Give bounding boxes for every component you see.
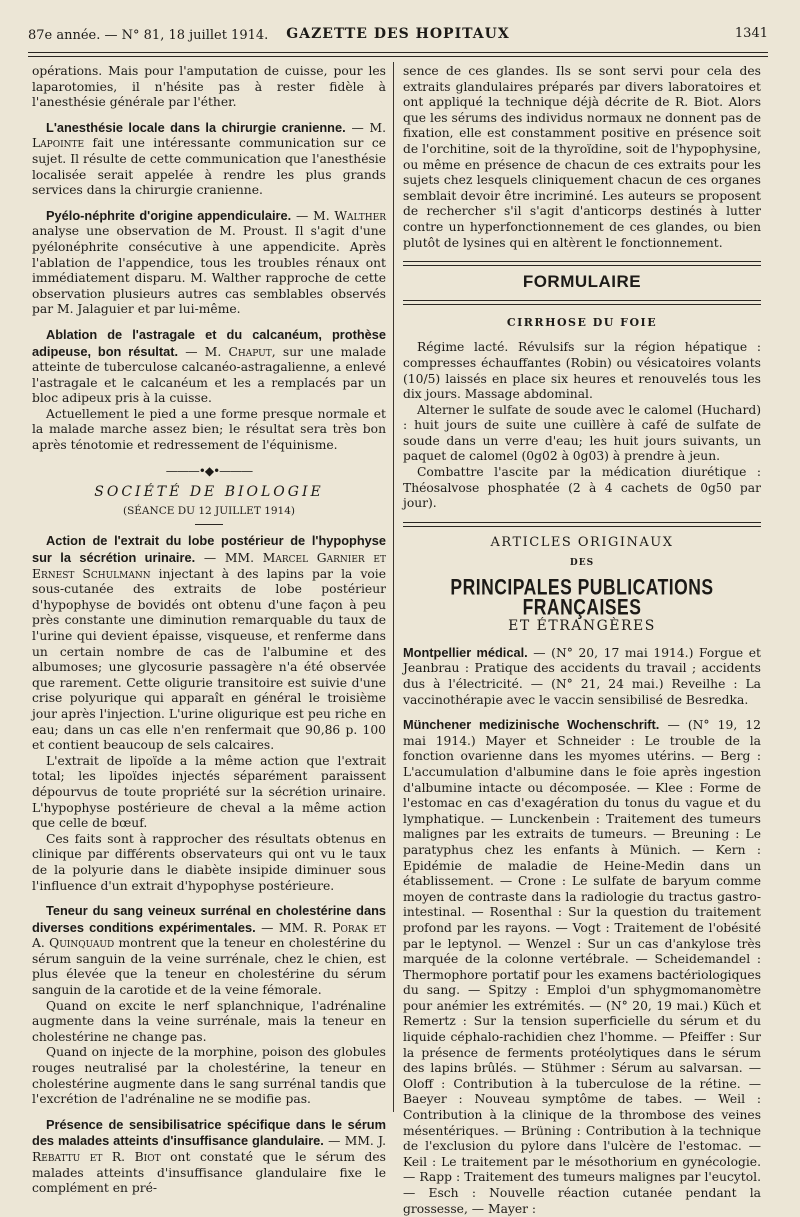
double-rule bbox=[403, 300, 761, 305]
article-text: montrent que la teneur en cholestérine du sérum sanguin de la veine surrénale, chez le chien, est plus élevée que la teneur en cholestérine du sérum sanguin de la carotide et de la veine fémorale. bbox=[32, 936, 386, 998]
article-text: analyse une observation de M. Proust. Il s'agit d'une pyélonéphrite consécutive à une appendicite. Après l'ablation de l'appendice, tous les troubles rénaux ont immédiatement disparu. M. Walther rapproche de cette observation plusieurs autres cas semblables observés par M. Jalaguier et par lui-même. bbox=[32, 224, 386, 317]
left-column bbox=[32, 64, 386, 1197]
paragraph: Quand on excite le nerf splanchnique, l'adrénaline augmente dans la veine surrénale, mais la teneur en cholestérine ne change pas. bbox=[32, 998, 386, 1044]
continued-paragraph: opérations. Mais pour l'amputation de cuisse, pour les laparotomies, il n'hésite pas à rester fidèle à l'anesthésie générale par l'éther. bbox=[32, 64, 386, 110]
right-column bbox=[403, 64, 761, 1217]
issue-info: 87e année. — N° 81, 18 juillet 1914. bbox=[28, 28, 269, 43]
article-title: Présence de sensibilisatrice spécifique dans le sérum des malades atteints d'insuffisance glandulaire. bbox=[32, 1116, 386, 1149]
article-author: M. Lapointe bbox=[32, 120, 387, 151]
article-pyelo: Pyélo-néphrite d'origine appendiculaire. — M. Walther analyse une observation de M. Proust. Il s'agit d'une pyélonéphrite consécutive à une appendicite. Après l'ablation de l'appendice, tous les troubles rénaux ont immédiatement disparu. M. Walther rapproche de cette observation plusieurs autres cas semblables observés par M. Jalaguier et par lui-même. bbox=[32, 207, 386, 317]
journal-name: Montpellier médical. bbox=[403, 644, 528, 660]
articles-des: DES bbox=[569, 558, 595, 569]
article-title: Teneur du sang veineux surrénal en cholestérine dans diverses conditions expérimentales. bbox=[32, 903, 386, 935]
article-author: MM. Marcel Garnier et Ernest Schulmann bbox=[32, 551, 386, 581]
formula-paragraph: Combattre l'ascite par la médication diurétique : Théosalvose phosphatée (2 à 4 cachets de 0g50 par jour). bbox=[403, 465, 761, 511]
formula-paragraph: Régime lacté. Révulsifs sur la région hépatique : compresses échauffantes (Robin) ou vésicatoires volants (10/5) laissés en place six heures et renouvelés tous les dix jours. Massage abdominal. bbox=[403, 340, 761, 402]
articles-main-title: PRINCIPALES PUBLICATIONS FRANÇAISES bbox=[450, 574, 714, 619]
header-rule bbox=[28, 52, 768, 57]
journal-title: GAZETTE DES HOPITAUX bbox=[286, 26, 510, 42]
section-session: (SÉANCE DU 12 JUILLET 1914) bbox=[122, 504, 296, 517]
article-title: Pyélo-néphrite d'origine appendiculaire. bbox=[46, 207, 292, 223]
article-author: MM. J. Rebattu et R. Biot bbox=[32, 1134, 386, 1164]
section-title: SOCIÉTÉ DE BIOLOGIE bbox=[94, 484, 324, 501]
column-rule bbox=[393, 62, 394, 1112]
review-munchener bbox=[403, 717, 761, 1217]
article-title: L'anesthésie locale dans la chirurgie cranienne. bbox=[46, 119, 346, 135]
article-cholesterine: Teneur du sang veineux surrénal en cholestérine dans diverses conditions expérimentales. — MM. R. Porak et A. Quinquaud montrent que la teneur en cholestérine du sérum sanguin de la veine surrénale, chez le chien, est plus élevée que la teneur en cholestérine du sérum sanguin de la carotide et de la veine fémorale. bbox=[32, 903, 386, 998]
paragraph: Actuellement le pied a une forme presque normale et la malade marche assez bien; le résultat sera très bon après ténotomie et redressement de l'équinisme. bbox=[32, 406, 386, 453]
double-rule bbox=[403, 522, 761, 527]
formula-paragraph: Alterner le sulfate de soude avec le calomel (Huchard) : huit jours de suite une cuillère à café de sulfate de soude dans un verre d'eau; les huit jours suivants, un paquet de calomel (0g02 à 0g03) à prendre à jeun. bbox=[403, 402, 761, 464]
article-text: injectant à des lapins par la voie sous-cutanée des extraits de lobe postérieur d'hypophyse de bovidés ont obtenu d'une façon à peu près constante une diminution remarquable du taux de l'urine qui devient épaisse, visqueuse, et renferme dans un certain nombre de cas de l'albumine et des albumoses; une glycosurie passagère n'a été observée que rarement. Cette oligurie transitoire est suivie d'une crise polyurique qui apparaît en général le troisième jour après l'injection. L'urine oligurique est peu riche en eau; dans un cas elle n'en renfermait que 90,86 p. 100 et contient beaucoup de sels calcaires. bbox=[32, 566, 386, 753]
article-hypophyse: Action de l'extrait du lobe postérieur de l'hypophyse sur la sécrétion urinaire. — MM. Marcel Garnier et Ernest Schulmann injectant à des lapins par la voie sous-cutanée des extraits de lobe postérieur d'hypophyse de bovidés ont obtenu d'une façon à peu près constante une diminution remarquable du taux de l'urine qui devient épaisse, visqueuse, et renferme dans un certain nombre de cas de l'albumine et des albumoses; une glycosurie passagère n'a été observée que rarement. Cette oligurie transitoire est suivie d'une crise polyurique qui apparaît en général le troisième jour après l'injection. L'urine oligurique est peu riche en eau; dans un cas elle n'en renfermait que 90,86 p. 100 et contient beaucoup de sels calcaires. bbox=[32, 533, 386, 753]
journal-name: Münchener medizinische Wochenschrift. bbox=[403, 717, 660, 733]
article-title: Ablation de l'astragale et du calcanéum, prothèse adipeuse, bon résultat. bbox=[32, 326, 386, 359]
review-text: — (N° 19, 12 mai 1914.) Mayer et Schneider : Le trouble de la fonction ovarienne dans les myomes utérins. — Berg : L'accumulation d'albumine dans le foie après ingestion d'albumine intacte ou décomposée. — Klee : Forme de l'estomac en cas d'exagération du tonus du vague et du lymphatique. — Lunckenbein : Traitement des tumeurs malignes par les extraits de tumeurs. — Breuning : Le paratyphus chez les enfants à Münich. — Kern : Epidémie de maladie de Heine-Medin dans un établissement. — Crone : Le sulfate de baryum comme moyen de contraste dans la radiologie du tractus gastro-intestinal. — Rosenthal : Sur la question du traitement profond par les rayons. — Vogt : Traitement de l'obésité par le leptynol. — Wenzel : Sur un cas d'ankylose très marquée de la colonne vertébrale. — Scheidemandel : Thermophore portatif pour les examens bactériologiques du sang. — Spitzy : Emploi d'un sphygmomanomètre pour anémier les extrémités. — (N° 20, 19 mai.) Küch et Remertz : Sur la tension superficielle du sérum et du liquide céphalo-rachidien chez l'homme. — Pfeiffer : Sur la présence de ferments protéolytiques dans le sérum des lapins brûlés. — Stühmer : Sérum au salvarsan. — Oloff : Contribution à la tuberculose de la rétine. — Baeyer : Nouveau symptôme de tabes. — Weil : Contribution à la clinique de la thrombose des veines mésentériques. — Brüning : Contribution à la technique de l'exclusion du pylore dans l'ulcère de l'estomac. — Keil : Le traitement par le mésothorium en gynécologie. — Rapp : Traitement des tumeurs malignes par l'eucytol. — Esch : Nouvelle réaction cutanée pendant la grossesse, — Mayer : bbox=[403, 718, 761, 1216]
paragraph: Ces faits sont à rapprocher des résultats obtenus en clinique par différents observateurs qui ont vu le taux de la polyurie dans le diabète insipide diminuer sous l'influence d'un extrait d'hypophyse postérieure. bbox=[32, 831, 386, 893]
article-sensibilisatrice: Présence de sensibilisatrice spécifique dans le sérum des malades atteints d'insuffisance glandulaire. — MM. J. Rebattu et R. Biot ont constaté que le sérum des malades atteints d'insuffisance glandulaire fixe le complément en pré- bbox=[32, 1116, 386, 1196]
article-anesthesie: L'anesthésie locale dans la chirurgie cranienne. — M. Lapointe fait une intéressante communication sur ce sujet. Il résulte de cette communication que l'anesthésie localisée serait appelée à rendre les plus grands services dans la chirurgie cranienne. bbox=[32, 119, 387, 198]
article-astragale: Ablation de l'astragale et du calcanéum, prothèse adipeuse, bon résultat. — M. Chaput, sur une malade atteinte de tuberculose calcanéo-astragalienne, a enlevé l'astragale et le calcanéum et les a remplacés par un bloc adipeux pris à la cuisse. bbox=[32, 326, 387, 406]
article-title: Action de l'extrait du lobe postérieur de l'hypophyse sur la sécrétion urinaire. bbox=[32, 533, 386, 566]
journal-page bbox=[22, 14, 776, 1216]
formula-heading: CIRRHOSE DU FOIE bbox=[506, 315, 658, 329]
ornament-divider: ———•◆•——— bbox=[165, 463, 253, 478]
page-number: 1341 bbox=[734, 26, 768, 41]
review-montpellier bbox=[403, 645, 761, 708]
continued-paragraph: sence de ces glandes. Ils se sont servi pour cela des extraits glandulaires préparés par divers laboratoires et ont appliqué la technique déjà décrite de R. Biot. Alors que les sérums des individus normaux ne donnent pas de fixation, elle est constamment positive en présence soit de l'orchitine, soit de la thyroïdine, soit de l'hypophysine, ou même en présence de chacun de ces extraits pour les sujets chez lesquels cliniquement chacun de ces organes semblait devoir être incriminé. Les auteurs se proposent de rechercher s'il s'agit d'anticorps destinés à lutter contre un hyperfonctionnement de ces glandes, ou bien plutôt de lysines qui en altèrent le fonctionnement. bbox=[403, 64, 761, 250]
article-author: M. Chaput bbox=[204, 344, 272, 359]
page-header bbox=[28, 22, 768, 48]
double-rule bbox=[403, 261, 761, 266]
paragraph: Quand on injecte de la morphine, poison des globules rouges neutralisé par la cholestérine, la teneur en cholestérine augmente dans le sang surrénal tandis que l'excrétion de l'adrénaline ne se modifie pas. bbox=[32, 1045, 386, 1107]
formulaire-title: FORMULAIRE bbox=[522, 272, 642, 292]
article-text: , sur une malade atteinte de tuberculose calcanéo-astragalienne, a enlevé l'astragale et le calcanéum et les a remplacés par un bloc adipeux pris à la cuisse. bbox=[32, 344, 387, 406]
articles-subtitle: ET ÉTRANGÈRES bbox=[508, 618, 656, 635]
article-text: ont constaté que le sérum des malades atteints d'insuffisance glandulaire fixe le complément en pré- bbox=[32, 1150, 386, 1196]
article-author: M. Walther bbox=[313, 208, 386, 223]
articles-title: ARTICLES ORIGINAUX bbox=[490, 534, 674, 550]
review-text: — (N° 20, 17 mai 1914.) Forgue et Jeanbrau : Pratique des accidents du travail ; accidents dus à l'électricité. — (N° 21, 24 mai.) Reveilhe : La vaccinothérapie avec le vaccin sensibilisé de Besredka. bbox=[403, 645, 761, 707]
article-author: MM. R. Porak et A. Quinquaud bbox=[32, 920, 386, 951]
article-text: fait une intéressante communication sur ce sujet. Il résulte de cette communication que l'anesthésie localisée serait appelée à rendre les plus grands services dans la chirurgie cranienne. bbox=[32, 136, 386, 198]
paragraph: L'extrait de lipoïde a la même action que l'extrait total; les lipoïdes injectés séparément paraissent dépourvus de toute propriété sur la sécrétion urinaire. L'hypophyse postérieure de cheval a la même action que celle de bœuf. bbox=[32, 753, 386, 831]
small-rule bbox=[195, 524, 223, 525]
